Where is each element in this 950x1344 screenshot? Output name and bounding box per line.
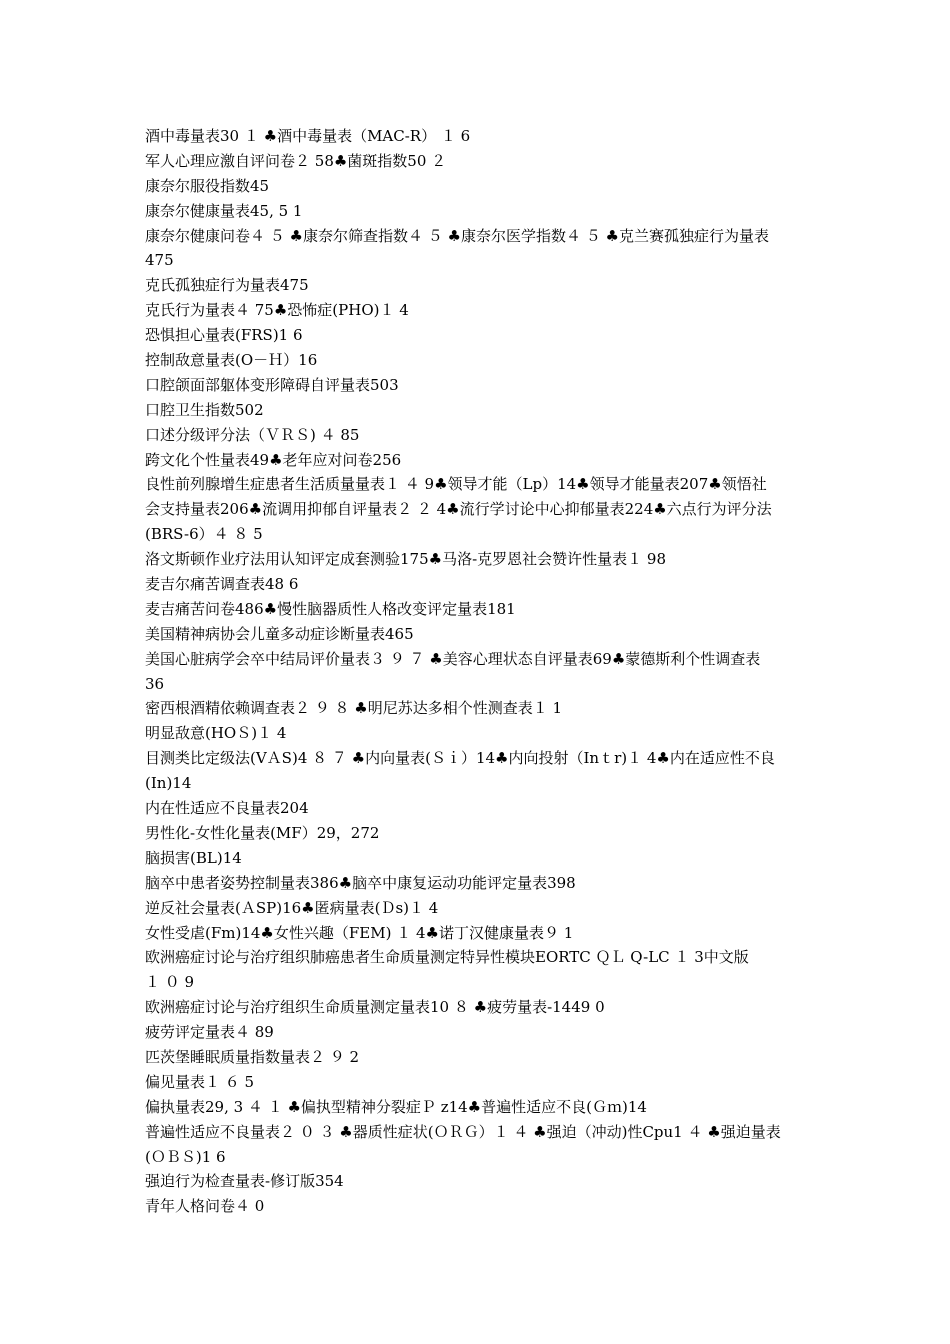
text-line: 疲劳评定量表４ 89 [145, 1023, 274, 1042]
text-line: 目测类比定级法(VＡS)4 ８ ７ ♣内向量表(Ｓｉ）14♣内向投射（Inｔr)１ 4♣内在适应性不良 [145, 749, 775, 768]
text-line: (BRS-6）４ ８ 5 [145, 525, 263, 544]
text-line: 475 [145, 251, 174, 270]
text-line: 跨文化个性量表49♣老年应对问卷256 [145, 450, 402, 469]
text-line: 麦吉痛苦问卷486♣慢性脑器质性人格改变评定量表181 [145, 599, 516, 618]
text-line: 口腔卫生指数502 [145, 400, 264, 419]
text-line: 康奈尔健康量表45, 5 1 [145, 201, 303, 220]
text-line: 美国精神病协会儿童多动症诊断量表465 [145, 624, 414, 643]
text-line: 欧洲癌症讨论与治疗组织肺癌患者生命质量测定特异性模块EORTC ＱＬ Q-LC １ 3中文版 [145, 948, 749, 967]
text-line: 密西根酒精依赖调查表２ ９ ８ ♣明尼苏达多相个性测查表１ 1 [145, 699, 563, 718]
text-line: 脑损害(BL)14 [145, 848, 242, 867]
text-line: 洛文斯顿作业疗法用认知评定成套测验175♣马洛-克罗恩社会赞许性量表１ 98 [145, 550, 667, 569]
text-line: 克氏孤独症行为量表475 [145, 276, 309, 295]
text-line: 良性前列腺增生症患者生活质量量表１ ４ 9♣领导才能（Lp）14♣领导才能量表207♣领悟社 [145, 475, 767, 494]
text-line: 男性化-女性化量表(MF）29，272 [145, 823, 380, 842]
text-line: 36 [145, 674, 165, 693]
text-line: 口腔颌面部躯体变形障碍自评量表503 [145, 375, 399, 394]
text-line: 明显敌意(HOＳ)１ 4 [145, 724, 287, 743]
text-line: 口述分级评分法（ＶＲＳ) ４ 85 [145, 425, 360, 444]
text-line: (In)14 [145, 774, 192, 793]
text-line: 会支持量表206♣流调用抑郁自评量表２ ２ 4♣流行学讨论中心抑郁量表224♣六点行为评分法 [145, 500, 772, 519]
text-line: 欧洲癌症讨论与治疗组织生命质量测定量表10 ８ ♣疲劳量表-1449 0 [145, 998, 605, 1017]
text-line: 青年人格问卷４ 0 [145, 1197, 265, 1216]
text-line: 匹茨堡睡眠质量指数量表２ ９ 2 [145, 1047, 360, 1066]
text-line: １ ０ 9 [145, 973, 195, 992]
text-line: (ＯＢＳ)1 6 [145, 1147, 226, 1166]
text-line: 军人心理应激自评问卷２ 58♣菌斑指数50 ２ [145, 151, 447, 170]
text-line: 女性受虐(Fm)14♣女性兴趣（FEM) １ 4♣诺丁汉健康量表９ 1 [145, 923, 574, 942]
text-line: 克氏行为量表４ 75♣恐怖症(PHO)１ 4 [145, 301, 409, 320]
text-line: 脑卒中患者姿势控制量表386♣脑卒中康复运动功能评定量表398 [145, 873, 576, 892]
text-line: 恐惧担心量表(FRS)1 6 [145, 326, 303, 345]
text-line: 酒中毒量表30 １ ♣酒中毒量表（MAC-R） １ 6 [145, 127, 471, 145]
text-line: 逆反社会量表(ＡSP)16♣匿病量表(Ｄs)１ 4 [145, 898, 439, 917]
text-line: 强迫行为检查量表-修订版354 [145, 1172, 344, 1191]
text-line: 控制敌意量表(O－Ｈ）16 [145, 351, 318, 370]
text-line: 康奈尔服役指数45 [145, 176, 270, 195]
text-line: 内在性适应不良量表204 [145, 799, 309, 818]
text-line: 康奈尔健康问卷４ ５ ♣康奈尔筛查指数４ ５ ♣康奈尔医学指数４ ５ ♣克兰赛孤独症行为量表 [145, 226, 769, 245]
document-body [145, 124, 810, 1219]
text-line: 麦吉尔痛苦调查表48 6 [145, 575, 299, 594]
text-line: 偏见量表１ ６ 5 [145, 1072, 255, 1091]
text-line: 偏执量表29, 3 ４ １ ♣偏执型精神分裂症Ｐ z14♣普遍性适应不良(Ｇｍ)14 [145, 1097, 647, 1116]
text-line: 普遍性适应不良量表２ ０ ３ ♣器质性症状(ＯＲＧ）１ ４ ♣强迫（冲动)性Cpu1 ４ ♣强迫量表 [145, 1122, 781, 1141]
text-line: 美国心脏病学会卒中结局评价量表３ ９ ７ ♣美容心理状态自评量表69♣蒙德斯利个性调查表 [145, 649, 761, 668]
